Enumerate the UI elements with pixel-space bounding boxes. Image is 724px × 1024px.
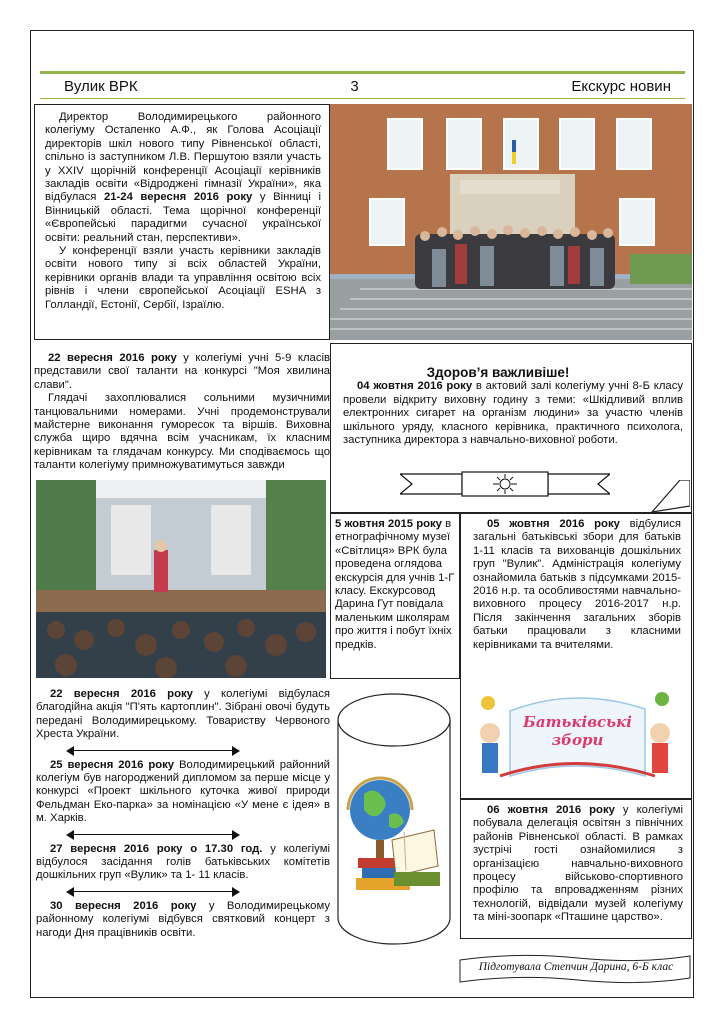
article-parents: 05 жовтня 2016 року відбулися загальні батьківські збори для батьків 1-11 класів та вихованців дошкільних груп "Вулик". Адміністрація колегіуму ознайомила батьків з підсумками 2015-2016 н.р. та особливостями навчально-виховного процесу 2016-2017 н.р. Після закінчення загальних зборів батьки працювали з класними керівниками та вчителями.: [460, 513, 692, 799]
article-talents: 22 вересня 2016 року у колегіумі учні 5-9 класів представили свої таланти на конкурсі "Моя хвилина слави". Глядачі захоплювалися сольними музичними танцювальними номерами. Учні продемонстрували майстерне виконання гуморесок та віршів. Виховна служба щиро вдячна всім учасникам, їх класним керівникам та глядачам конкурсу. Ми сподіваємось що таланти колегіуму примножуватимуться завжди: [34, 352, 330, 472]
museum-date: 5 жовтня 2015 року: [335, 518, 442, 530]
page-header: [40, 71, 685, 99]
article-conference: Директор Володимирецького районного колегіуму Остапенко А.Ф., як Голова Асоціації директорів шкіл нового типу Рівненської області, спільно із заступником Л.В. Першутою взяли участь у XXIV щорічній конференції Асоціації керівників закладів освіти «Відроджені гімназії України», яка відбулася 21-24 вересня 2016 року у Вінниці і Вінницькій області. Тема щорічної конференції «Європейські парадигми сучасної української освіти: реальний стан, перспективи». У конференції взяли участь керівники закладів освіти нового типу зі всіх областей України, керівники органів влади та управління освітою всіх рівнів і члени європейської Асоціації ESHA з Голландії, Естонії, Сербії, Ізраїлю.: [34, 104, 330, 340]
health-date: 04 жовтня 2016 року: [357, 380, 473, 393]
ornament-divider: [400, 470, 610, 498]
news-item-committee: 27 вересня 2016 року о 17.30 год. у колегіумі відбулося засідання голів батьківських комітетів дошкільних груп «Вулик» та 1- 11 класів.: [36, 842, 330, 882]
school-building-photo: [330, 104, 692, 340]
page-number: 3: [350, 77, 359, 95]
article-health: Здоров’я важливіше! 04 жовтня 2016 року в актовий залі колегіуму учні 8-Б класу провели відкриту виховну годину з теми: «Шкідливий вплив електронних сигарет на організм людини» за участю членів шкільного уряду, класного керівника, практичного психолога, заступника директора з навчально-виховної роботи.: [330, 343, 692, 513]
talents-date: 22 вересня 2016 року: [48, 352, 177, 364]
double-arrow-icon: [36, 887, 330, 897]
footer-credit-text: Підготувала Степчин Дарина, 6-Б клас: [478, 961, 674, 973]
banner-text: Батьківські збори: [523, 713, 632, 749]
double-arrow-icon: [36, 830, 330, 840]
delegation-date: 06 жовтня 2016 року: [487, 804, 615, 816]
news-item-diploma: 25 вересня 2016 року Володимирецький районний колегіум був нагороджений дипломом за перше місце у конкурсі «Проект шкільного куточка живої природи Фельдман Еко-парка» за номінацією «У мене є ідея» в м. Харків.: [36, 758, 330, 825]
header-title: Вулик ВРК: [64, 77, 138, 95]
news-item-potato: 22 вересня 2016 року у колегіумі відбулася благодійна акція "П'ять картоплин". Зібрані овочі будуть передані Володимирецькому. Товариству Червоного Хреста України.: [36, 688, 330, 741]
conference-date: 21-24 вересня 2016 року: [103, 191, 253, 204]
concert-photo: [36, 480, 326, 678]
callout-tail: [640, 480, 690, 514]
article-museum: 5 жовтня 2015 року в етнографічному музеї «Світлиця» ВРК була проведена оглядова екскурсія для учнів 1-Г класу. Екскурсовод Дарина Гут повідала маленьким школярам про життя і побут їхніх предків.: [330, 513, 460, 679]
news-item-concert: 30 вересня 2016 року у Володимирецькому районному колегіумі відбувся святковий концерт з нагоди Дня працівників освіти.: [36, 899, 330, 939]
health-title: Здоров’я важливіше!: [426, 365, 570, 380]
article-short-news: [34, 688, 330, 948]
header-section: Екскурс новин: [571, 77, 671, 95]
double-arrow-icon: [36, 746, 330, 756]
footer-credit: [458, 952, 692, 986]
cylinder-illustration: [334, 690, 454, 950]
article-delegation: 06 жовтня 2016 року у колегіумі побувала делегація освітян з північних районів Рівненської області. В рамках зустрічі гості ознайомилися з організацією навчально-виховного процесу військово-спортивного профілю та впровадженням різних технологій, відвідали музей колегіуму та міні-зоопарк «Пташине царство».: [460, 799, 692, 939]
parents-meeting-banner: [470, 681, 680, 793]
parents-date: 05 жовтня 2016 року: [487, 518, 620, 530]
